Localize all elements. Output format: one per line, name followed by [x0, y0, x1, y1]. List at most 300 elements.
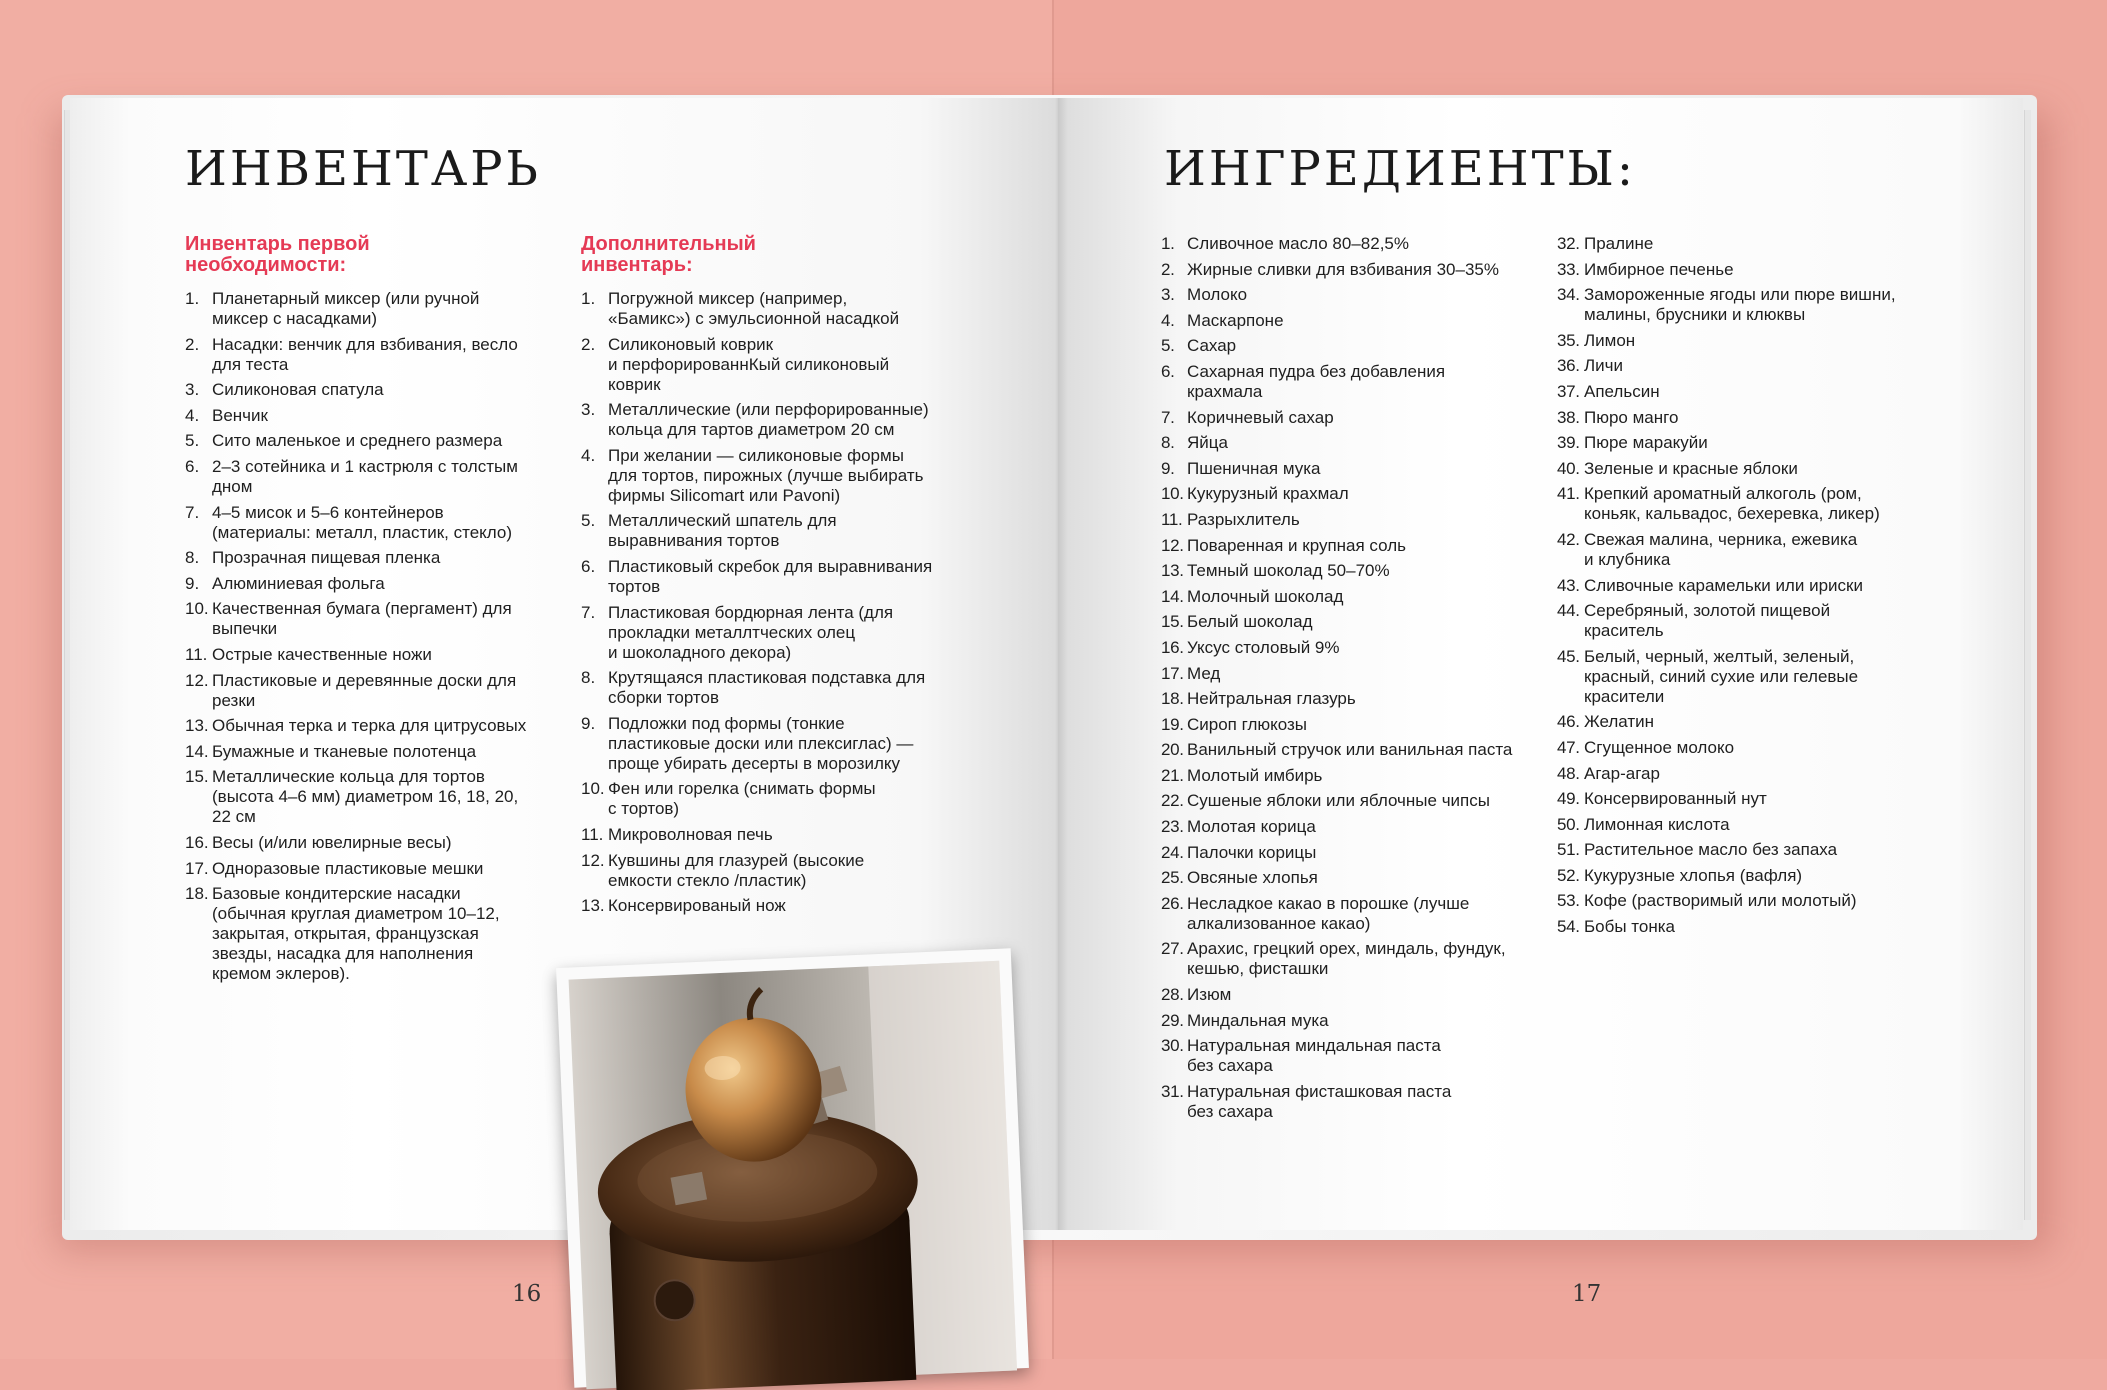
list-item-text: алкализованное какао) — [1187, 913, 1371, 933]
list-item-number: 4. — [1161, 310, 1175, 330]
list-item — [1161, 311, 1546, 331]
list-item — [185, 645, 555, 665]
list-item — [1161, 843, 1546, 863]
list-item-text: Лимонная кислота — [1584, 814, 1730, 834]
list-item-text: Погружной миксер (например, — [608, 289, 848, 308]
list-item — [1161, 868, 1546, 888]
right-page — [1058, 98, 2023, 1307]
list-item-number: 27. — [1161, 939, 1184, 959]
list-item — [1161, 791, 1546, 811]
list-item-number: 34. — [1557, 285, 1580, 305]
list-item-text: Пралине — [1584, 234, 1654, 253]
list-item-text: Консервированый нож — [608, 896, 786, 916]
list-item — [1161, 689, 1546, 709]
list-item — [581, 557, 981, 597]
ingredients-column-2 — [1557, 234, 1947, 943]
list-item-text: Сито маленькое и среднего размера — [212, 431, 503, 451]
list-item-text: Молочный шоколад — [1187, 586, 1344, 606]
list-item-text: Прозрачная пищевая пленка — [212, 548, 441, 568]
list-item-text: Жирные сливки для взбивания 30–35% — [1187, 259, 1499, 279]
list-item-number: 50. — [1557, 814, 1580, 834]
list-item-number: 8. — [581, 668, 596, 688]
list-item-text: Свежая малина, черника, ежевика — [1584, 529, 1858, 549]
list-item-text: Имбирное печенье — [1584, 259, 1734, 279]
list-item — [1557, 917, 1947, 937]
list-item-number: 12. — [185, 670, 209, 690]
list-item — [1557, 764, 1947, 784]
list-item — [1557, 647, 1947, 707]
list-item-number: 7. — [185, 502, 200, 522]
list-item — [1557, 891, 1947, 911]
list-item — [581, 714, 981, 774]
list-item-text: Пластиковый скребок для выравнивания — [608, 556, 933, 576]
list-item-text: Палочки корицы — [1187, 842, 1317, 862]
list-item-text: Сахарная пудра без добавления — [1187, 361, 1446, 381]
list-item-text: Ванильный стручок или ванильная паста — [1187, 740, 1513, 760]
list-item-text: без сахара — [1187, 1056, 1273, 1076]
list-item-text: звезды, насадка для наполнения — [212, 944, 474, 964]
list-item-text: Венчик — [212, 405, 268, 425]
list-item — [581, 668, 981, 708]
list-item-text: резки — [212, 690, 256, 710]
list-item-text: Крутящаяся пластиковая подставка для — [608, 668, 926, 688]
list-item-text: Планетарный миксер (или ручной — [212, 289, 480, 308]
list-item-text: Апельсин — [1584, 381, 1660, 401]
list-item-text: (высота 4–6 мм) диаметром 16, 18, 20, — [212, 787, 519, 807]
list-item-text: (обычная круглая диаметром 10–12, — [212, 904, 500, 924]
list-item-text: фирмы Silicomart или Pavoni) — [608, 485, 841, 505]
list-item-text: кешью, фисташки — [1187, 959, 1329, 979]
list-item — [185, 833, 555, 853]
list-item-text: Качественная бумага (пергамент) для — [212, 599, 512, 619]
list-item-text: Сливочное масло 80–82,5% — [1187, 234, 1409, 253]
list-item — [1557, 260, 1947, 280]
list-additional — [581, 289, 981, 922]
list-item-number: 4. — [185, 405, 200, 425]
list-item-number: 11. — [581, 824, 604, 844]
list-item-number: 8. — [185, 548, 200, 568]
list-item-text: Бобы тонка — [1584, 917, 1675, 937]
list-item — [1161, 536, 1546, 556]
list-item-text: малины, брусники и клюквы — [1584, 305, 1806, 325]
list-item-number: 6. — [185, 456, 200, 476]
list-item-text: дном — [212, 476, 253, 496]
list-item — [1161, 336, 1546, 356]
list-item-number: 9. — [581, 713, 596, 733]
list-item-number: 37. — [1557, 381, 1580, 401]
list-item — [1161, 894, 1546, 934]
list-item — [1161, 1011, 1546, 1031]
list-item-text: с тортов) — [608, 799, 680, 819]
list-item — [581, 851, 981, 891]
list-item — [1557, 789, 1947, 809]
list-item — [1161, 1082, 1546, 1122]
list-item-text: красный, синий сухие или гелевые — [1584, 666, 1859, 686]
list-item — [581, 289, 981, 329]
list-item — [1557, 738, 1947, 758]
list-item-number: 6. — [581, 556, 596, 576]
list-item-number: 47. — [1557, 737, 1580, 757]
list-item-text: Агар-агар — [1584, 763, 1660, 783]
list-item-text: Арахис, грецкий орех, миндаль, фундук, — [1187, 939, 1506, 959]
list-item-text: кольца для тартов диаметром 20 см — [608, 420, 895, 440]
list-item — [1557, 234, 1947, 254]
list-item — [185, 767, 555, 827]
list-item-text: Консервированный нут — [1584, 789, 1767, 809]
list-item-text: миксер с насадками) — [212, 309, 377, 328]
list-item-number: 17. — [1161, 663, 1184, 683]
list-item-number: 8. — [1161, 433, 1175, 453]
list-item-number: 39. — [1557, 433, 1580, 453]
list-item-number: 14. — [1161, 586, 1184, 606]
list-item — [1161, 1036, 1546, 1076]
list-item — [185, 289, 555, 329]
list-item-text: Сушеные яблоки или яблочные чипсы — [1187, 791, 1490, 811]
list-item-number: 53. — [1557, 891, 1580, 911]
list-item — [1161, 612, 1546, 632]
list-item-number: 46. — [1557, 712, 1580, 732]
list-item-text: Сироп глюкозы — [1187, 714, 1308, 734]
list-item — [1161, 285, 1546, 305]
list-item-number: 28. — [1161, 985, 1184, 1005]
list-item — [185, 335, 555, 375]
page-edge-right — [2024, 110, 2031, 1220]
list-item-text: Сахар — [1187, 336, 1237, 356]
list-item-number: 48. — [1557, 763, 1580, 783]
list-item — [185, 574, 555, 594]
list-item — [581, 779, 981, 819]
list-item-number: 35. — [1557, 330, 1580, 350]
list-item-number: 11. — [1161, 509, 1183, 529]
list-item — [1161, 408, 1546, 428]
list-item-text: без сахара — [1187, 1101, 1273, 1121]
list-item — [185, 431, 555, 451]
list-item — [1557, 459, 1947, 479]
list-item-number: 10. — [1161, 484, 1184, 504]
list-item-text: для тортов, пирожных (лучше выбирать — [608, 465, 924, 485]
list-item-number: 23. — [1161, 817, 1184, 837]
list-item-number: 3. — [185, 380, 200, 400]
cake-photo — [556, 948, 1029, 1387]
list-item — [1161, 664, 1546, 684]
list-item — [1557, 815, 1947, 835]
list-item-number: 2. — [581, 334, 596, 354]
ingredients-column-1 — [1161, 234, 1546, 1127]
list-item-text: Крепкий ароматный алкоголь (ром, — [1584, 484, 1862, 504]
list-item-number: 5. — [185, 431, 200, 451]
list-item-number: 40. — [1557, 458, 1580, 478]
list-item — [581, 896, 981, 916]
list-item-number: 45. — [1557, 646, 1580, 666]
list-item-text: пластиковые доски или плексиглас) — — [608, 733, 914, 753]
list-item — [1557, 285, 1947, 325]
list-item — [185, 503, 555, 543]
list-item-number: 20. — [1161, 740, 1184, 760]
list-item-text: Пластиковая бордюрная лента (для — [608, 602, 894, 622]
list-item-number: 6. — [1161, 361, 1175, 381]
list-item-text: и клубника — [1584, 549, 1671, 569]
list-item-text: коньяк, кальвадос, бехеревка, ликер) — [1584, 504, 1880, 524]
list-item-number: 12. — [581, 850, 605, 870]
list-item-number: 29. — [1161, 1010, 1184, 1030]
list-item — [1557, 356, 1947, 376]
page-title-ingredients: ИНГРЕДИЕНТЫ: — [1164, 141, 1637, 197]
list-item-text: Зеленые и красные яблоки — [1584, 458, 1798, 478]
heading-additional: Дополнительный инвентарь: — [581, 233, 756, 276]
list-item-number: 52. — [1557, 865, 1580, 885]
list-item — [1557, 408, 1947, 428]
list-item-number: 13. — [1161, 561, 1184, 581]
list-item — [1161, 561, 1546, 581]
list-item-number: 26. — [1161, 893, 1184, 913]
list-item-number: 10. — [581, 779, 605, 799]
list-item-number: 7. — [581, 602, 596, 622]
list-item-text: Маскарпоне — [1187, 310, 1284, 330]
list-item — [1557, 866, 1947, 886]
list-item-text: Пюре маракуйи — [1584, 433, 1708, 453]
list-item-number: 5. — [1161, 336, 1175, 356]
list-item-text: Насадки: венчик для взбивания, весло — [212, 334, 518, 354]
list-item-text: Кофе (растворимый или молотый) — [1584, 891, 1857, 911]
list-item — [185, 380, 555, 400]
list-item-text: кремом эклеров). — [212, 964, 350, 984]
list-item-number: 2. — [185, 334, 200, 354]
list-item-number: 12. — [1161, 535, 1184, 555]
list-item — [1161, 638, 1546, 658]
list-item-text: тортов — [608, 576, 661, 596]
list-item-text: Разрыхлитель — [1187, 509, 1300, 529]
list-item-text: 22 см — [212, 807, 256, 827]
list-item-number: 9. — [1161, 458, 1175, 478]
list-item-number: 4. — [581, 445, 596, 465]
list-item — [1161, 362, 1546, 402]
list-item — [1161, 260, 1546, 280]
list-item-number: 16. — [185, 832, 209, 852]
list-item-text: Уксус столовый 9% — [1187, 637, 1340, 657]
list-item — [1161, 985, 1546, 1005]
list-item-text: (материалы: металл, пластик, стекло) — [212, 522, 513, 542]
heading-essential: Инвентарь первой необходимости: — [185, 233, 370, 276]
list-essential — [185, 289, 555, 990]
list-item-text: Молоко — [1187, 285, 1248, 305]
list-item-number: 44. — [1557, 601, 1580, 621]
list-item-text: При желании — силиконовые формы — [608, 445, 904, 465]
list-item — [581, 511, 981, 551]
list-item-number: 10. — [185, 599, 209, 619]
list-item-number: 33. — [1557, 259, 1580, 279]
list-item-text: Пластиковые и деревянные доски для — [212, 670, 517, 690]
list-item-text: Обычная терка и терка для цитрусовых — [212, 716, 527, 736]
list-item-text: Пюро манго — [1584, 407, 1679, 427]
list-item-number: 36. — [1557, 356, 1580, 376]
list-item-number: 38. — [1557, 407, 1580, 427]
list-item-text: Одноразовые пластиковые мешки — [212, 858, 484, 878]
list-item-text: проще убирать десерты в морозилку — [608, 753, 901, 773]
list-item — [185, 406, 555, 426]
list-item — [581, 825, 981, 845]
list-item — [1557, 712, 1947, 732]
list-item — [1161, 510, 1546, 530]
list-item — [1161, 939, 1546, 979]
list-item-text: закрытая, открытая, французская — [212, 924, 479, 944]
list-item-text: Личи — [1584, 356, 1624, 376]
list-item-text: Сливочные карамельки или ириски — [1584, 575, 1863, 595]
list-item — [185, 457, 555, 497]
list-item-text: коврик — [608, 374, 661, 394]
list-item — [185, 859, 555, 879]
list-item — [1557, 840, 1947, 860]
list-item-text: Бумажные и тканевые полотенца — [212, 741, 477, 761]
list-item-text: Миндальная мука — [1187, 1010, 1329, 1030]
list-item-number: 16. — [1161, 637, 1184, 657]
list-item-text: Желатин — [1584, 712, 1655, 732]
list-item-text: Белый, черный, желтый, зеленый, — [1584, 646, 1855, 666]
list-item-text: Овсяные хлопья — [1187, 868, 1318, 888]
list-item — [1557, 331, 1947, 351]
list-item-text: Сгущенное молоко — [1584, 737, 1735, 757]
list-item-number: 18. — [185, 884, 209, 904]
page-number-left: 16 — [512, 1281, 542, 1307]
list-item-number: 24. — [1161, 842, 1184, 862]
list-item-text: Нейтральная глазурь — [1187, 689, 1356, 709]
list-item-number: 41. — [1557, 484, 1580, 504]
list-item — [581, 603, 981, 663]
list-item-number: 49. — [1557, 789, 1580, 809]
list-item-text: «Бамикс») с эмульсионной насадкой — [608, 309, 900, 328]
list-item-text: краситель — [1584, 621, 1664, 641]
list-item-text: для теста — [212, 354, 289, 374]
list-item-number: 31. — [1161, 1081, 1184, 1101]
list-item-text: выравнивания тортов — [608, 531, 780, 551]
list-item — [185, 742, 555, 762]
list-item-number: 7. — [1161, 407, 1175, 427]
list-item — [1161, 459, 1546, 479]
list-item — [1161, 715, 1546, 735]
list-item — [1161, 433, 1546, 453]
list-item-text: Металлические кольца для тортов — [212, 767, 485, 787]
list-item-text: Натуральная фисташковая паста — [1187, 1081, 1452, 1101]
list-item-text: Кукурузные хлопья (вафля) — [1584, 865, 1803, 885]
list-item — [1161, 740, 1546, 760]
list-item-text: 2–3 сотейника и 1 кастрюля с толстым — [212, 456, 518, 476]
list-item — [1557, 382, 1947, 402]
list-item-text: Растительное масло без запаха — [1584, 840, 1838, 860]
list-item — [1557, 530, 1947, 570]
list-item-text: Подложки под формы (тонкие — [608, 713, 845, 733]
list-item — [1557, 601, 1947, 641]
list-item-text: Замороженные ягоды или пюре вишни, — [1584, 285, 1896, 305]
list-item-text: Темный шоколад 50–70% — [1187, 561, 1390, 581]
list-item-number: 1. — [1161, 234, 1175, 253]
list-item-text: 4–5 мисок и 5–6 контейнеров — [212, 502, 444, 522]
list-item — [1161, 484, 1546, 504]
list-item-number: 1. — [581, 289, 596, 308]
list-item-number: 19. — [1161, 714, 1184, 734]
list-item-number: 3. — [581, 400, 596, 420]
page-title-inventory: ИНВЕНТАРЬ — [185, 141, 541, 197]
list-item-text: Молотая корица — [1187, 817, 1316, 837]
list-item-number: 14. — [185, 741, 209, 761]
list-item-number: 15. — [185, 767, 209, 787]
list-item-number: 21. — [1161, 765, 1184, 785]
list-item-text: красители — [1584, 686, 1665, 706]
list-item-text: Металлические (или перфорированные) — [608, 400, 929, 420]
list-item-text: Острые качественные ножи — [212, 644, 432, 664]
list-item — [1557, 433, 1947, 453]
list-item-number: 30. — [1161, 1036, 1184, 1056]
list-item-text: Металлический шпатель для — [608, 511, 837, 531]
list-item-text: крахмала — [1187, 381, 1263, 401]
list-item — [1161, 234, 1546, 254]
list-item-text: Поваренная и крупная соль — [1187, 535, 1406, 555]
list-item — [185, 884, 555, 984]
list-item — [185, 599, 555, 639]
list-item-number: 17. — [185, 858, 209, 878]
list-item-text: Базовые кондитерские насадки — [212, 884, 461, 904]
list-item-text: Белый шоколад — [1187, 612, 1313, 632]
list-item — [185, 716, 555, 736]
list-item-text: Натуральная миндальная паста — [1187, 1036, 1441, 1056]
list-item-text: Коричневый сахар — [1187, 407, 1334, 427]
list-item-text: Яйца — [1187, 433, 1228, 453]
list-item-text: Весы (и/или ювелирные весы) — [212, 832, 452, 852]
list-item-text: Изюм — [1187, 985, 1232, 1005]
list-item-number: 42. — [1557, 529, 1580, 549]
list-item-text: Силиконовый коврик — [608, 334, 774, 354]
list-item — [1557, 576, 1947, 596]
list-item-text: Лимон — [1584, 330, 1636, 350]
list-item — [185, 548, 555, 568]
list-item-text: и перфорированнКый силиконовый — [608, 354, 890, 374]
list-item — [1161, 817, 1546, 837]
list-item-text: Кукурузный крахмал — [1187, 484, 1349, 504]
list-item-number: 3. — [1161, 285, 1175, 305]
list-item-text: выпечки — [212, 619, 278, 639]
list-item-text: Мед — [1187, 663, 1221, 683]
list-item-text: Молотый имбирь — [1187, 765, 1323, 785]
list-item-text: Несладкое какао в порошке (лучше — [1187, 893, 1470, 913]
list-item-number: 25. — [1161, 868, 1184, 888]
list-item-number: 5. — [581, 511, 596, 531]
list-item-number: 15. — [1161, 612, 1184, 632]
list-item — [1161, 587, 1546, 607]
list-item-text: Силиконовая спатула — [212, 380, 384, 400]
list-item-number: 2. — [1161, 259, 1175, 279]
list-item-number: 54. — [1557, 917, 1580, 937]
list-item — [581, 400, 981, 440]
list-item — [581, 446, 981, 506]
list-item-number: 11. — [185, 644, 208, 664]
list-item-number: 51. — [1557, 840, 1580, 860]
list-item — [1161, 766, 1546, 786]
list-item — [185, 671, 555, 711]
list-item-number: 32. — [1557, 234, 1580, 253]
list-item-number: 1. — [185, 289, 200, 308]
list-item-text: сборки тортов — [608, 688, 720, 708]
list-item-number: 13. — [581, 896, 605, 916]
list-item-number: 18. — [1161, 689, 1184, 709]
list-item-text: емкости стекло /пластик) — [608, 870, 807, 890]
list-item — [1557, 484, 1947, 524]
list-item-text: Фен или горелка (снимать формы — [608, 779, 876, 799]
list-item-text: Микроволновая печь — [608, 824, 773, 844]
list-item-text: прокладки металлтческих олец — [608, 622, 856, 642]
list-item-number: 43. — [1557, 575, 1580, 595]
page-number-right: 17 — [1572, 1281, 1602, 1307]
list-item-text: Пшеничная мука — [1187, 458, 1321, 478]
list-item — [581, 335, 981, 395]
list-item-number: 13. — [185, 716, 209, 736]
